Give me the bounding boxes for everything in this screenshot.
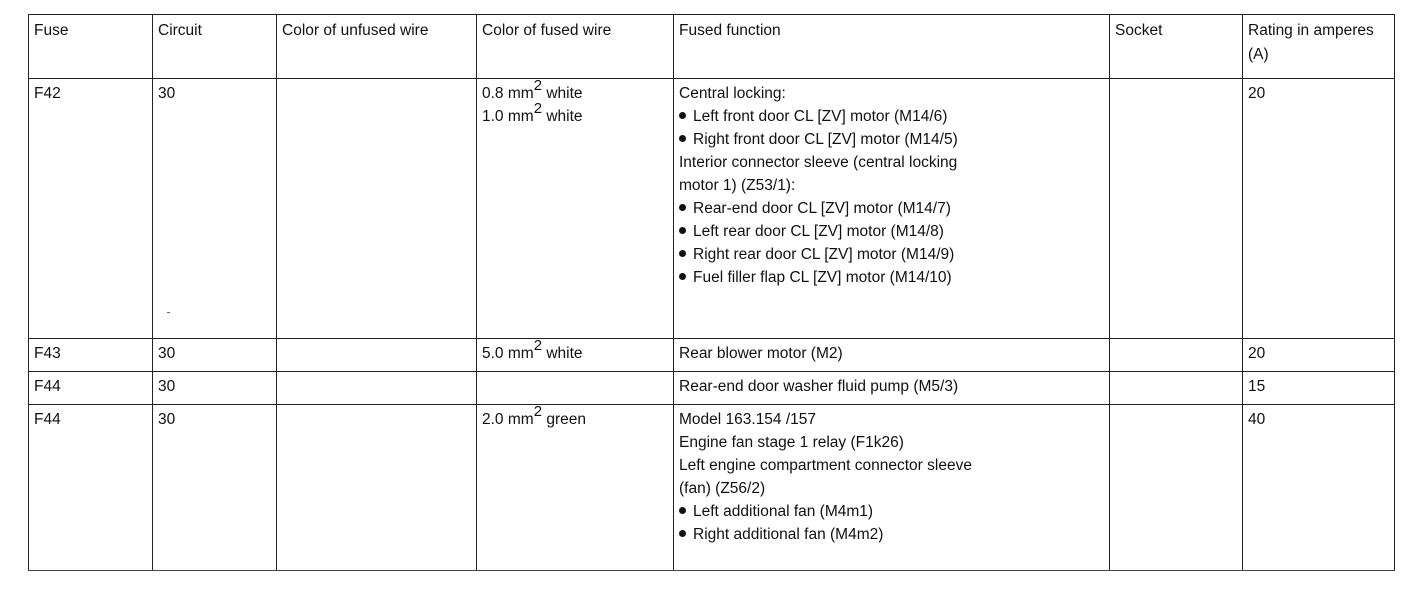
header-circuit: Circuit	[153, 15, 277, 79]
fused-function-cell: Rear-end door washer fluid pump (M5/3)	[674, 372, 1110, 405]
bullet-icon	[679, 227, 686, 234]
circuit-cell: 30	[153, 79, 277, 339]
rating-cell: 40	[1243, 405, 1395, 571]
socket-cell	[1110, 339, 1243, 372]
function-bullet-item: Left rear door CL [ZV] motor (M14/8)	[679, 220, 1105, 243]
wire-spec: 5.0 $mm^2$ white	[482, 338, 583, 362]
bullet-icon	[679, 507, 686, 514]
fuse-cell: F44	[29, 405, 153, 571]
function-line: Interior connector sleeve (central locking	[679, 154, 958, 171]
fuse-cell: F44	[29, 372, 153, 405]
function-bullet-item: Right front door CL [ZV] motor (M14/5)	[679, 128, 1105, 151]
scan-speck	[167, 312, 170, 313]
fused-wire-cell	[477, 372, 674, 405]
socket-cell	[1110, 405, 1243, 571]
table-row	[29, 339, 1395, 372]
unfused-wire-cell	[277, 339, 477, 372]
circuit-cell: 30	[153, 405, 277, 571]
wire-spec: 0.8 $mm^2$ white	[482, 78, 583, 102]
function-bullet-item: Right rear door CL [ZV] motor (M14/9)	[679, 243, 1105, 266]
bullet-icon	[679, 273, 686, 280]
bullet-icon	[679, 250, 686, 257]
fuse-cell: F42	[29, 79, 153, 339]
bullet-icon	[679, 204, 686, 211]
header-row	[29, 15, 1395, 79]
socket-cell	[1110, 79, 1243, 339]
function-line: (fan) (Z56/2)	[679, 480, 766, 497]
function-bullet-item: Left additional fan (M4m1)	[679, 500, 1105, 523]
fused-wire-cell	[477, 79, 674, 339]
bullet-icon	[679, 112, 686, 119]
fused-wire-cell	[477, 405, 674, 571]
fused-function-cell	[674, 405, 1110, 571]
fused-function-cell: Rear blower motor (M2)	[674, 339, 1110, 372]
unfused-wire-cell	[277, 372, 477, 405]
fuse-cell: F43	[29, 339, 153, 372]
function-line: Left engine compartment connector sleeve	[679, 457, 972, 474]
fused-wire-cell	[477, 339, 674, 372]
function-line: motor 1) (Z53/1):	[679, 177, 796, 194]
header-unfused-wire: Color of unfused wire	[277, 15, 477, 79]
table-row	[29, 405, 1395, 571]
function-line: Central locking:	[679, 85, 786, 102]
function-bullet-item: Left front door CL [ZV] motor (M14/6)	[679, 105, 1105, 128]
function-bullet-item: Right additional fan (M4m2)	[679, 523, 1105, 546]
wire-spec: 2.0 $mm^2$ green	[482, 404, 586, 428]
unfused-wire-cell	[277, 79, 477, 339]
header-socket: Socket	[1110, 15, 1243, 79]
unfused-wire-cell	[277, 405, 477, 571]
table-row	[29, 372, 1395, 405]
function-bullet-item: Rear-end door CL [ZV] motor (M14/7)	[679, 197, 1105, 220]
circuit-cell: 30	[153, 339, 277, 372]
function-bullet-item: Fuel filler flap CL [ZV] motor (M14/10)	[679, 266, 1105, 289]
function-line: Model 163.154 /157	[679, 411, 817, 428]
socket-cell	[1110, 372, 1243, 405]
header-fuse: Fuse	[29, 15, 153, 79]
function-line: Engine fan stage 1 relay (F1k26)	[679, 434, 904, 451]
wire-spec: 1.0 $mm^2$ white	[482, 99, 583, 125]
rating-cell: 20	[1243, 79, 1395, 339]
rating-cell: 20	[1243, 339, 1395, 372]
fused-function-cell	[674, 79, 1110, 339]
bullet-icon	[679, 530, 686, 537]
fuse-table	[28, 14, 1395, 571]
header-rating: Rating in amperes (A)	[1243, 15, 1395, 79]
header-fused-function: Fused function	[674, 15, 1110, 79]
circuit-cell: 30	[153, 372, 277, 405]
header-fused-wire: Color of fused wire	[477, 15, 674, 79]
rating-cell: 15	[1243, 372, 1395, 405]
table-row	[29, 79, 1395, 339]
bullet-icon	[679, 135, 686, 142]
